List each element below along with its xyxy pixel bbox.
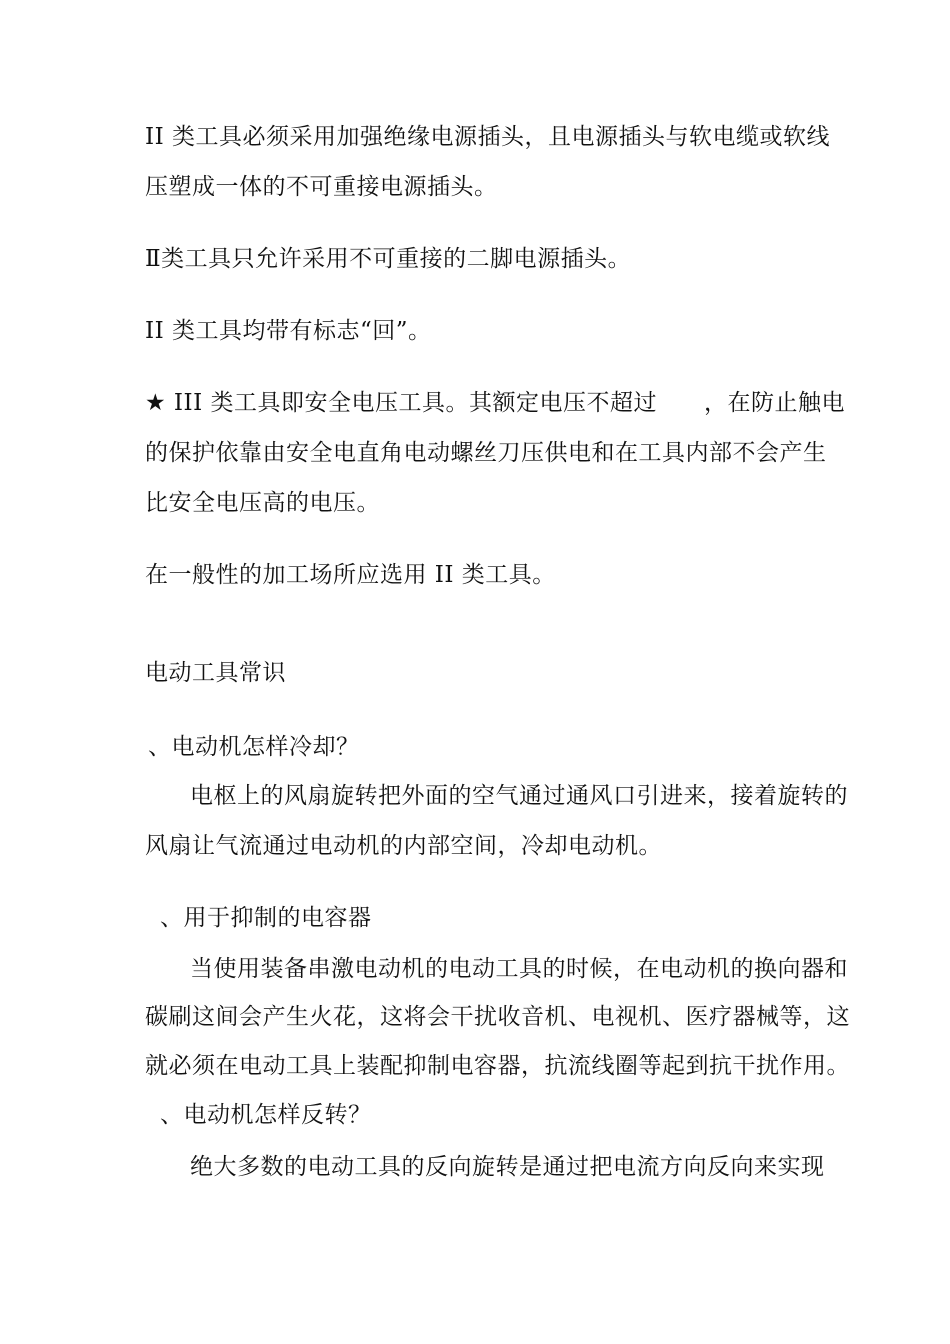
question-heading: 、电动机怎样反转？ [160,1102,372,1128]
section-title: 电动工具常识 [145,660,286,686]
paragraph-line: 的保护依靠由安全电直角电动螺丝刀压供电和在工具内部不会产生 [145,440,827,466]
answer-line: 风扇让气流通过电动机的内部空间，冷却电动机。 [145,833,662,859]
answer-line: 电枢上的风扇旋转把外面的空气通过通风口引进来，接着旋转的 [190,783,848,809]
answer-line: 当使用装备串激电动机的电动工具的时候，在电动机的换向器和 [190,956,848,982]
paragraph-line: II 类工具必须采用加强绝缘电源插头，且电源插头与软电缆或软线 [145,124,830,150]
answer-line: 碳刷这间会产生火花，这将会干扰收音机、电视机、医疗器械等，这 [145,1004,850,1030]
answer-line: 就必须在电动工具上装配抑制电容器，抗流线圈等起到抗干扰作用。 [145,1053,850,1079]
paragraph-line: 比安全电压高的电压。 [145,490,380,516]
paragraph-line: 在一般性的加工场所应选用 II 类工具。 [145,562,556,588]
answer-line: 绝大多数的电动工具的反向旋转是通过把电流方向反向来实现 [190,1154,825,1180]
paragraph-line: II 类工具均带有标志“回”。 [145,318,432,344]
paragraph-line: 压塑成一体的不可重接电源插头。 [145,174,498,200]
question-heading: 、用于抑制的电容器 [160,905,372,931]
paragraph-line: Ⅱ类工具只允许采用不可重接的二脚电源插头。 [145,246,632,272]
paragraph-line: ★ III 类工具即安全电压工具。其额定电压不超过 ，在防止触电 [145,390,845,416]
question-heading: 、电动机怎样冷却？ [148,734,360,760]
